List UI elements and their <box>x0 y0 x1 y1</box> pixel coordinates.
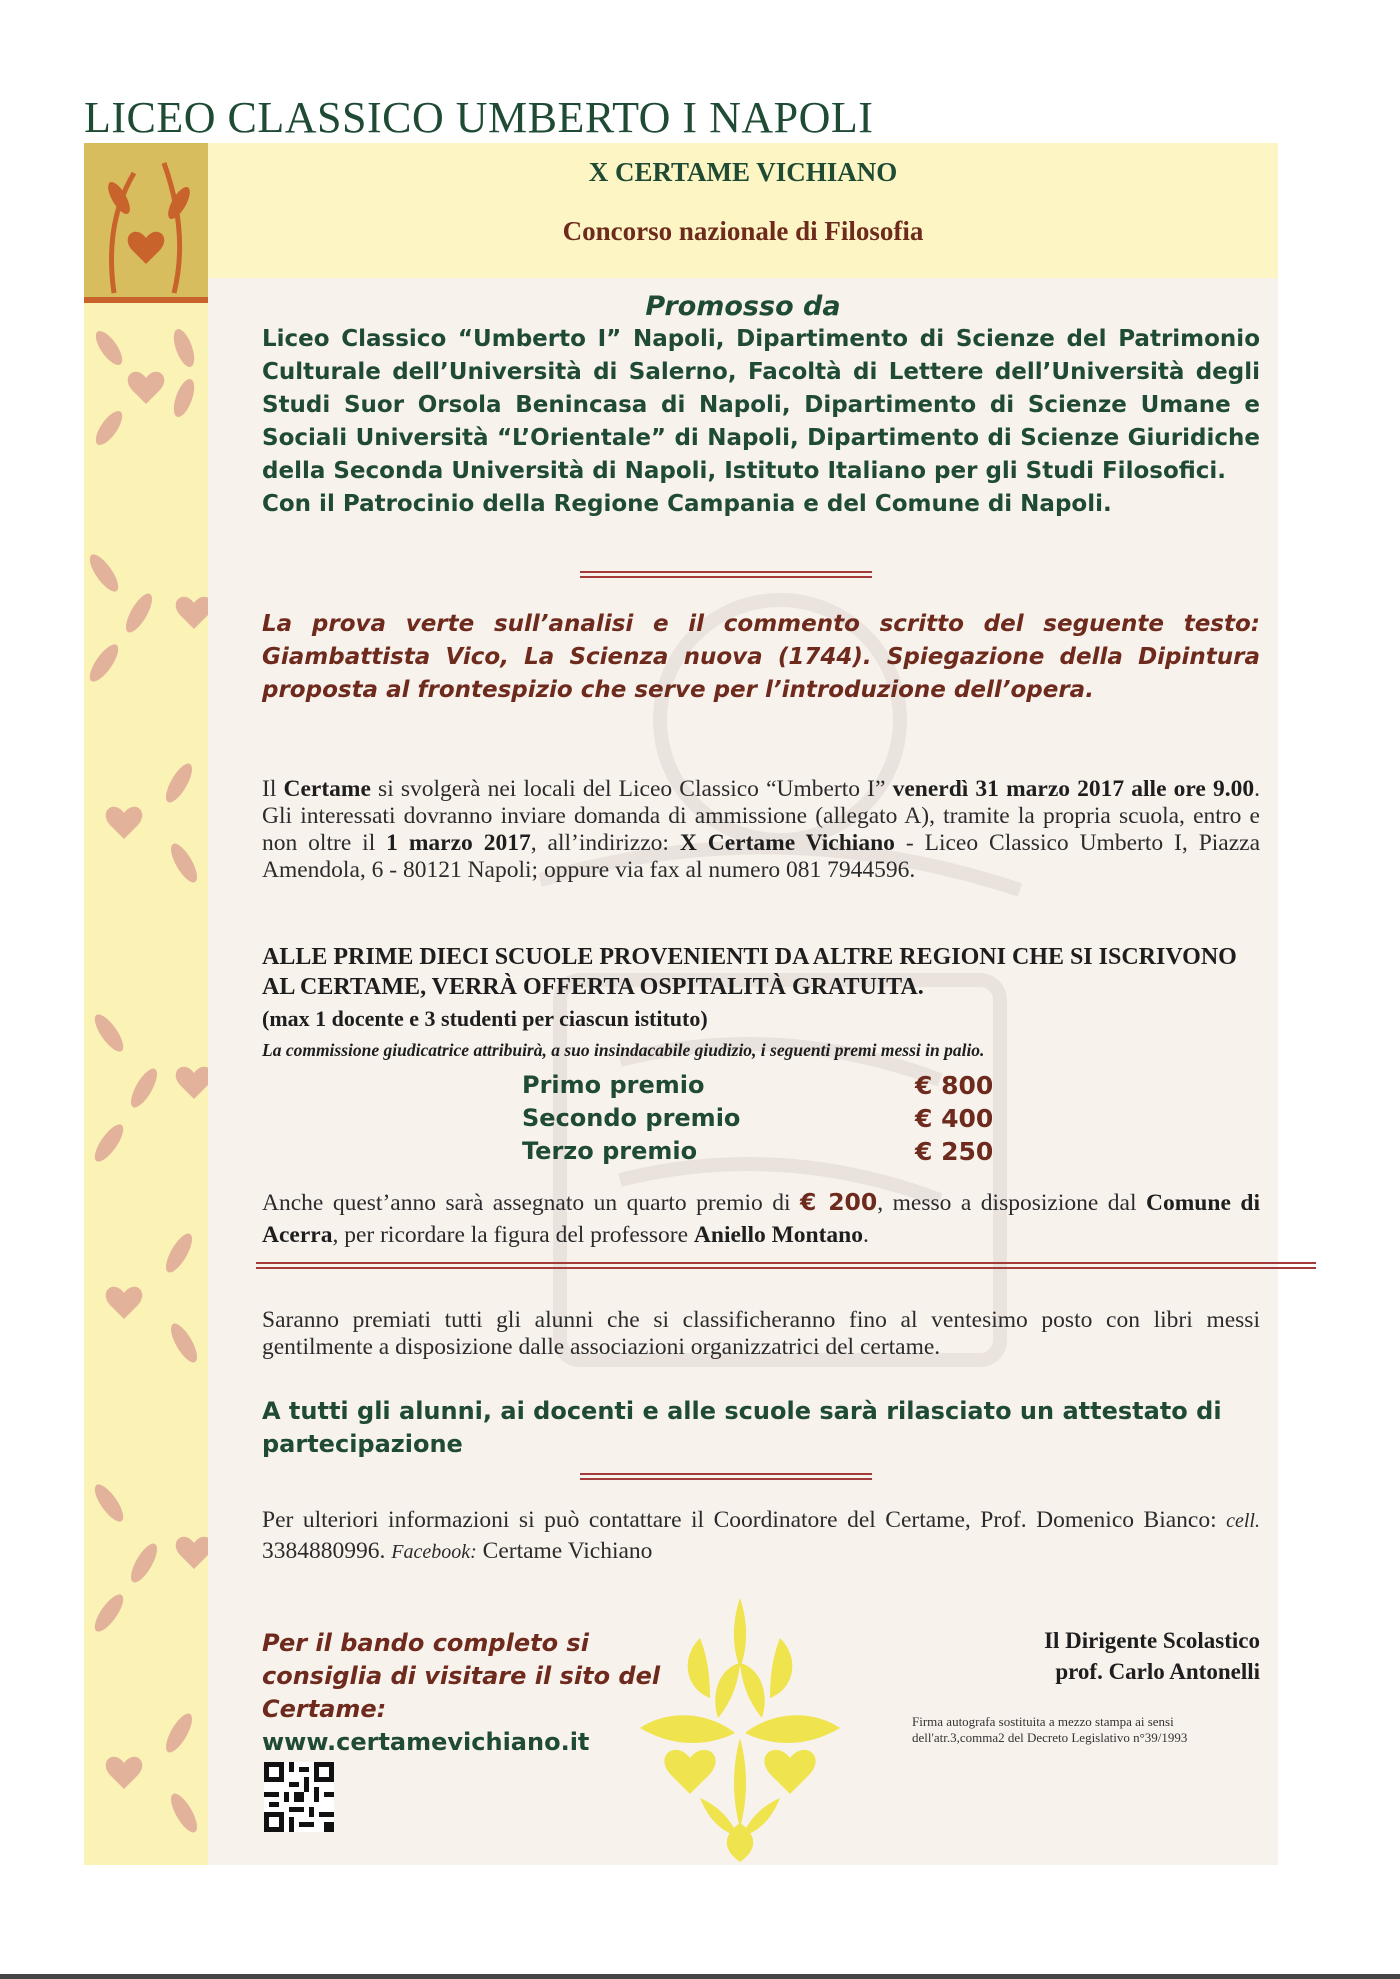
signature-name: prof. Carlo Antonelli <box>1055 1659 1260 1684</box>
school-title: LICEO CLASSICO UMBERTO I NAPOLI <box>84 93 874 142</box>
divider <box>580 1473 872 1480</box>
concorso-subtitle: Concorso nazionale di Filosofia <box>562 216 924 246</box>
facebook-name: Certame Vichiano <box>476 1538 653 1564</box>
signature-role: Il Dirigente Scolastico <box>1044 1628 1260 1653</box>
details-text: Il <box>262 776 284 802</box>
details-text: , all’indirizzo: <box>530 830 680 856</box>
promoters-text: Liceo Classico “Umberto I” Napoli, Dipartimento di Scienze del Patrimonio Culturale dell’Università di Salerno, Facoltà di Lettere dell’Università degli Studi Suor Orsola Benincasa di Napoli, Dipartimento di Scienze Umane e Sociali Università “L’Orientale” di Napoli, Dipartimento di Scienze Giuridiche della Seconda Università di Napoli, Istituto Italiano per gli Studi Filosofici. <box>262 326 1260 484</box>
quarto-bold: Aniello Montano <box>693 1222 864 1248</box>
quarto-bold: Comune di Acerra <box>262 1190 1260 1248</box>
quarto-premio-paragraph <box>262 1186 1260 1251</box>
attestato-paragraph: A tutti gli alunni, ai docenti e alle scuole sarà rilasciato un attestato di partecipazione <box>262 1397 1222 1458</box>
firma-note: Firma autografa sostituita a mezzo stampa ai sensi dell'atr.3,comma2 del Decreto Legislativo n°39/1993 <box>912 1714 1188 1745</box>
ospitalita-notice: ALLE PRIME DIECI SCUOLE PROVENIENTI DA ALTRE REGIONI CHE SI ISCRIVONO AL CERTAME, VERRÀ OFFERTA OSPITALITÀ GRATUITA. <box>262 944 1237 1000</box>
prize-label: Secondo premio <box>522 1104 741 1132</box>
details-paragraph <box>262 776 1260 884</box>
patrocinio-text: Con il Patrocinio della Regione Campania e del Comune di Napoli. <box>262 491 1112 517</box>
details-text: . Gli interessati dovranno inviare domanda di ammissione (allegato A), tramite la propria scuola, entro e non oltre il <box>262 776 1260 856</box>
details-text: si svolgerà nei locali del Liceo Classico “Umberto I” <box>370 776 893 802</box>
prize-amount: € 400 <box>915 1104 994 1133</box>
prize-amount: € 800 <box>915 1071 994 1100</box>
details-deadline: 1 marzo 2017 <box>386 830 531 856</box>
divider <box>256 1262 1316 1269</box>
certame-title: X CERTAME VICHIANO <box>588 157 898 187</box>
details-text: - Liceo Classico Umberto I, Piazza Amendola, 6 - 80121 Napoli; oppure via fax al numero 081 7944596. <box>262 830 1261 883</box>
quarto-text: . <box>863 1222 869 1248</box>
divider <box>580 571 872 578</box>
cell-number: 3384880996. <box>262 1538 392 1564</box>
quarto-text: Anche quest’anno sarà assegnato un quarto premio di <box>262 1190 801 1216</box>
quarto-amount: € 200 <box>800 1188 878 1216</box>
details-bold: X Certame Vichiano <box>679 830 895 856</box>
promosso-label: Promosso da <box>645 291 841 322</box>
contatti-text: Per ulteriori informazioni si può contattare il Coordinatore del Certame, Prof. Domenico Bianco: <box>262 1507 1227 1533</box>
facebook-label: Facebook: <box>391 1541 477 1563</box>
bando-text: Per il bando completo si consiglia di visitare il sito del Certame: <box>262 1629 661 1723</box>
contatti-paragraph <box>262 1505 1260 1567</box>
decorative-left-strip <box>84 143 208 1865</box>
qr-code-icon[interactable] <box>264 1762 334 1832</box>
website-link[interactable]: www.certamevichiano.it <box>262 1728 590 1756</box>
cell-label: cell. <box>1226 1510 1260 1532</box>
floral-pattern-icon <box>84 143 208 1865</box>
quarto-text: , per ricordare la figura del professore <box>332 1222 694 1248</box>
max-line: (max 1 docente e 3 studenti per ciascun istituto) <box>262 1006 708 1031</box>
prize-label: Terzo premio <box>522 1137 698 1165</box>
commissione-line: La commissione giudicatrice attribuirà, a suo insindacabile giudizio, i seguenti premi messi in palio. <box>262 1040 985 1060</box>
details-bold: Certame <box>283 776 371 802</box>
floral-ornament-icon <box>640 1598 840 1862</box>
quarto-text: , messo a disposizione dal <box>877 1190 1147 1216</box>
prize-label: Primo premio <box>522 1071 705 1099</box>
bando-paragraph <box>262 1627 662 1759</box>
bottom-edge <box>0 1974 1400 1979</box>
premiati-paragraph: Saranno premiati tutti gli alunni che si classificheranno fino al ventesimo posto con libri messi gentilmente a disposizione dalle associazioni organizzatrici del certame. <box>262 1307 1260 1360</box>
prova-paragraph: La prova verte sull’analisi e il commento scritto del seguente testo: Giambattista Vico, La Scienza nuova (1744). Spiegazione della Dipintura proposta al frontespizio che serve per l’introduzione dell’opera. <box>262 611 1260 703</box>
promoters-paragraph <box>262 323 1260 521</box>
prize-amount: € 250 <box>915 1137 994 1166</box>
signature-block <box>920 1625 1260 1687</box>
details-date: venerdì 31 marzo 2017 alle ore 9.00 <box>892 776 1255 802</box>
